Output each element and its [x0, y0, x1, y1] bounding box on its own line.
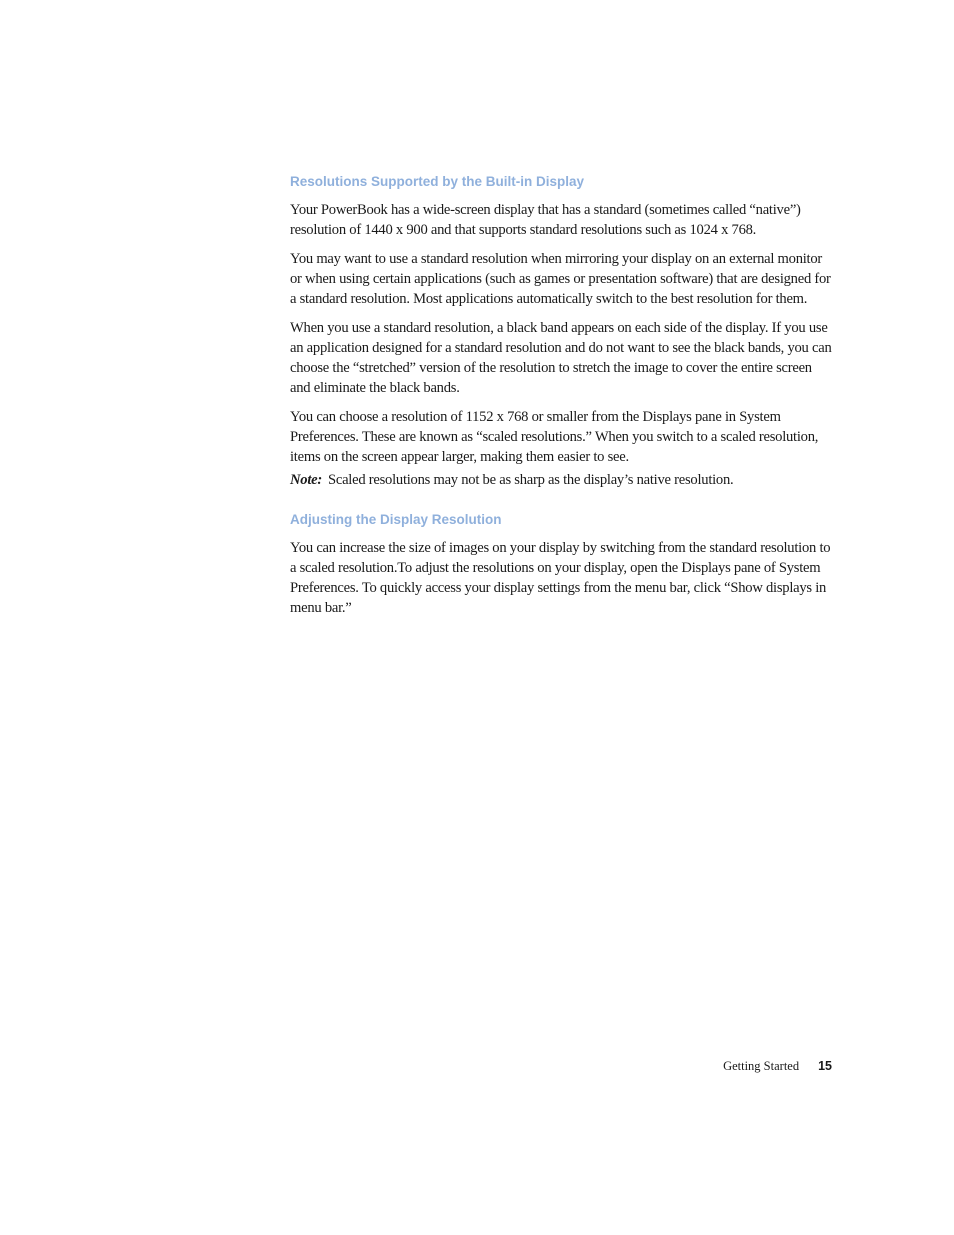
- page-content: [290, 173, 834, 627]
- paragraph: You can increase the size of images on your display by switching from the standard resolution to a scaled resolution.To adjust the resolutions on your display, open the Displays pane of System Preferences. To quickly access your display settings from the menu bar, click “Show displays in menu bar.”: [290, 540, 831, 616]
- paragraph: You may want to use a standard resolution when mirroring your display on an external monitor or when using certain applications (such as games or presentation software) that are designed for a standard resolution. Most applications automatically switch to the best resolution for them.: [290, 251, 831, 307]
- section-heading-resolutions: Resolutions Supported by the Built-in Display: [290, 174, 585, 189]
- paragraph: You can choose a resolution of 1152 x 768 or smaller from the Displays pane in System Preferences. These are known as “scaled resolutions.” When you switch to a scaled resolution, items on the screen appear larger, making them easier to see.: [290, 409, 819, 465]
- paragraph: When you use a standard resolution, a black band appears on each side of the display. If you use an application designed for a standard resolution and do not want to see the black bands, you can choose the “stretched” version of the resolution to stretch the image to cover the entire screen and eliminate the black bands.: [290, 320, 832, 396]
- paragraph: Your PowerBook has a wide-screen display that has a standard (sometimes called “native”) resolution of 1440 x 900 and that supports standard resolutions such as 1024 x 768.: [290, 202, 801, 238]
- footer-title: Getting Started: [723, 1059, 800, 1073]
- page-number: 15: [818, 1059, 832, 1073]
- section-heading-adjusting: Adjusting the Display Resolution: [290, 512, 502, 527]
- note-label: Note:: [290, 472, 322, 488]
- page-footer: [723, 1059, 832, 1074]
- note-text: Scaled resolutions may not be as sharp as the display’s native resolution.: [327, 472, 734, 488]
- note: [290, 470, 834, 490]
